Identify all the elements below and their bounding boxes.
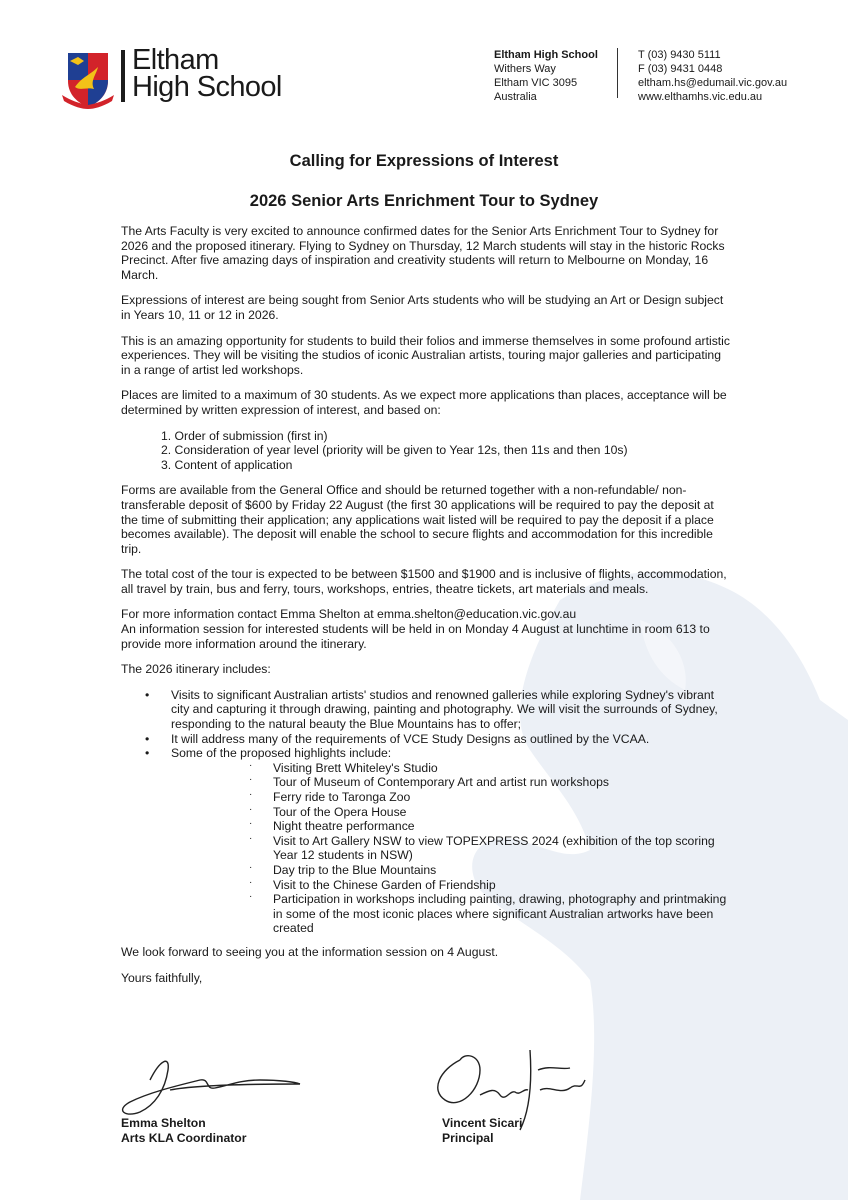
paragraph-opportunity: This is an amazing opportunity for students to build their folios and immerse themselves in some profound artistic experiences. They will be visiting the studios of iconic Australian artists, touring major galleries and participating in a range of artist led workshops. <box>121 333 730 377</box>
contact-phone: T (03) 9430 5111 <box>638 49 721 61</box>
logo-divider <box>121 50 125 102</box>
highlight-item: · Ferry ride to Taronga Zoo <box>249 789 411 804</box>
criteria-item: 2. Consideration of year level (priority will be given to Year 12s, then 11s and then 10s) <box>161 443 628 458</box>
letterhead <box>0 0 848 120</box>
page-subtitle: 2026 Senior Arts Enrichment Tour to Sydney <box>249 192 599 210</box>
school-contact <box>638 48 787 104</box>
highlight-item: · Tour of the Opera House <box>249 803 407 819</box>
criteria-item: 3. Content of application <box>161 457 293 472</box>
paragraph-cost: The total cost of the tour is expected to be between $1500 and $1900 and is inclusive of flights, accommodation, all travel by train, bus and ferry, tours, workshops, entries, theatre tickets, art materials and meals. <box>121 567 727 596</box>
highlight-item: · Visit to the Chinese Garden of Friendship <box>249 876 496 892</box>
paragraph-places: Places are limited to a maximum of 30 students. As we expect more applications than places, acceptance will be determined by written expression of interest, and based on: <box>121 388 727 417</box>
highlights-list <box>171 761 731 936</box>
criteria-item: 1. Order of submission (first in) <box>161 428 328 443</box>
header-divider <box>617 48 618 98</box>
highlight-item: · Night theatre performance <box>249 818 415 834</box>
signer-role: Principal <box>442 1131 494 1145</box>
itinerary-intro: The 2026 itinerary includes: <box>121 662 271 677</box>
address-suburb: Eltham VIC 3095 <box>494 77 578 89</box>
page-title: Calling for Expressions of Interest <box>289 152 559 170</box>
itinerary-item: • Some of the proposed highlights include: · Visiting Brett Whiteley's Studio · Tour of Museum of Contemporary Art and artist run workshops · Ferry ride to Taronga Zoo · Tour of the Opera House · Night theatre performance · Visit to Art Gallery NSW to view TOPEXPRESS 2024 (exhibition of the top scoring Year 12 students in NSW) · Day trip to the Blue Mountains · Visit to the Chinese Garden of Friendship · Participation in workshops including painting, drawing, photography and printmaking in some of the most iconic places where significant Australian artworks have been created <box>121 746 731 936</box>
signer-name: Emma Shelton <box>121 1116 206 1130</box>
paragraph-info <box>121 607 731 651</box>
signer-principal <box>442 1116 522 1146</box>
signoff: Yours faithfully, <box>121 970 203 985</box>
itinerary-item: • Visits to significant Australian artists' studios and renowned galleries while exploring Sydney's vibrant city and capturing it through drawing, painting and photography. We will visit the surrounds of Sydney, responding to the natural beauty the Blue Mountains has to offer; <box>145 687 718 732</box>
paragraph-eligibility: Expressions of interest are being sought from Senior Arts students who will be studying an Art or Design subject in Years 10, 11 or 12 in 2026. <box>121 293 724 322</box>
info-contact: For more information contact Emma Shelton at emma.shelton@education.vic.gov.au <box>121 607 577 622</box>
school-logo-text <box>132 44 282 103</box>
selection-criteria-list <box>121 429 731 473</box>
closing-line: We look forward to seeing you at the information session on 4 August. <box>121 944 499 959</box>
signer-name: Vincent Sicari <box>442 1116 523 1130</box>
letter-body <box>121 224 731 996</box>
paragraph-forms: Forms are available from the General Office and should be returned together with a non-refundable/ non-transferable deposit of $600 by Friday 22 August (the first 30 applications will be required to pay the deposit at the time of submitting their application; any applications wait listed will be required to pay the deposit if a place becomes available). The deposit will enable the school to secure flights and accommodation for this incredible trip. <box>121 483 714 556</box>
highlight-item: · Participation in workshops including painting, drawing, photography and printmaking in some of the most iconic places where significant Australian artworks have been created <box>249 891 727 936</box>
school-address <box>494 48 598 104</box>
signer-role: Arts KLA Coordinator <box>121 1131 247 1145</box>
paragraph-intro: The Arts Faculty is very excited to announce confirmed dates for the Senior Arts Enrichment Tour to Sydney for 2026 and the proposed itinerary. Flying to Sydney on Thursday, 12 March students will stay in the historic Rocks Precinct. After five amazing days of inspiration and creativity students will return to Melbourne on Monday, 16 March. <box>121 224 725 282</box>
school-crest-icon <box>60 47 116 109</box>
logo-line-2: High School <box>132 71 282 103</box>
highlight-item: · Tour of Museum of Contemporary Art and artist run workshops <box>249 774 609 790</box>
logo-line-1: Eltham <box>132 44 219 76</box>
address-country: Australia <box>494 91 537 103</box>
address-street: Withers Way <box>494 63 556 75</box>
info-session: An information session for interested students will be held in on Monday 4 August at lunchtime in room 613 to provide more information around the itinerary. <box>121 622 710 651</box>
address-school-name: Eltham High School <box>494 49 598 61</box>
highlight-item: · Day trip to the Blue Mountains <box>249 861 437 877</box>
signer-coordinator <box>121 1116 246 1146</box>
highlight-item: · Visit to Art Gallery NSW to view TOPEXPRESS 2024 (exhibition of the top scoring Year 12 students in NSW) <box>249 832 715 863</box>
contact-fax: F (03) 9431 0448 <box>638 63 723 75</box>
itinerary-list <box>121 688 731 936</box>
contact-email: eltham.hs@edumail.vic.gov.au <box>638 77 788 89</box>
contact-website: www.elthamhs.vic.edu.au <box>638 91 763 103</box>
itinerary-item: • It will address many of the requirements of VCE Study Designs as outlined by the VCAA. <box>145 731 650 746</box>
highlight-item: · Visiting Brett Whiteley's Studio <box>249 759 438 775</box>
